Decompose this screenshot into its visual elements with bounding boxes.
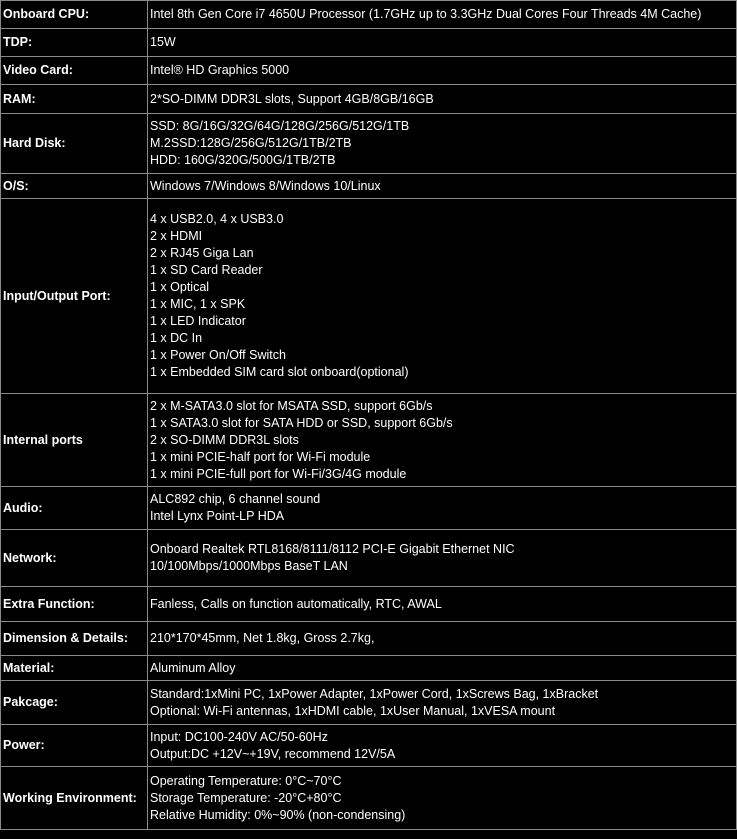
spec-line: 1 x LED Indicator [150,314,246,328]
spec-line: Standard:1xMini PC, 1xPower Adapter, 1xPower Cord, 1xScrews Bag, 1xBracket [150,686,599,701]
spec-line: 1 x mini PCIE-full port for Wi-Fi/3G/4G module [150,466,407,481]
spec-line: Optional: Wi-Fi antennas, 1xHDMI cable, 1xUser Manual, 1xVESA mount [150,703,556,718]
spec-line: Input: DC100-240V AC/50-60Hz [150,729,328,744]
spec-label: O/S: [1,174,148,199]
spec-line: Intel 8th Gen Core i7 4650U Processor (1.7GHz up to 3.3GHz Dual Cores Four Threads 4M Cache) [150,7,702,21]
spec-line: ALC892 chip, 6 channel sound [150,492,321,506]
spec-row-network [1,530,737,587]
spec-line: 1 x SD Card Reader [150,263,263,277]
spec-value [148,767,737,830]
spec-label: Extra Function: [1,587,148,622]
spec-value [148,57,737,85]
spec-line: 1 x MIC, 1 x SPK [150,297,246,311]
spec-label: TDP: [1,29,148,57]
spec-value [148,587,737,622]
spec-value [148,1,737,29]
spec-value [148,85,737,114]
spec-value [148,622,737,656]
spec-line: Storage Temperature: -20°C+80°C [150,790,342,805]
spec-line: 210*170*45mm, Net 1.8kg, Gross 2.7kg, [150,631,375,645]
spec-line: Output:DC +12V~+19V, recommend 12V/5A [150,746,396,761]
spec-line: 2*SO-DIMM DDR3L slots, Support 4GB/8GB/16GB [150,91,434,106]
spec-label: Dimension & Details: [1,622,148,656]
spec-row-dimension [1,622,737,656]
spec-line: Relative Humidity: 0%~90% (non-condensing) [150,807,406,822]
spec-label: Internal ports [1,394,148,487]
spec-line: Intel Lynx Point-LP HDA [150,509,285,523]
spec-row-internal-ports [1,394,737,487]
spec-row-cpu [1,1,737,29]
spec-label: RAM: [1,85,148,114]
spec-line: SSD: 8G/16G/32G/64G/128G/256G/512G/1TB [150,119,410,133]
spec-label: Video Card: [1,57,148,85]
spec-line: 1 x Optical [150,280,210,294]
spec-row-os [1,174,737,199]
spec-value [148,394,737,487]
spec-line: Fanless, Calls on function automatically, RTC, AWAL [150,596,442,611]
spec-line: 2 x SO-DIMM DDR3L slots [150,432,299,447]
spec-value [148,199,737,394]
spec-label: Network: [1,530,148,587]
spec-row-working-environment [1,767,737,830]
spec-line: 1 x Embedded SIM card slot onboard(optional) [150,365,409,379]
spec-row-power [1,725,737,767]
spec-table-body [1,1,737,830]
spec-label: Power: [1,725,148,767]
spec-value [148,656,737,681]
spec-label: Hard Disk: [1,114,148,174]
spec-line: 1 x mini PCIE-half port for Wi-Fi module [150,449,371,464]
spec-line: Onboard Realtek RTL8168/8111/8112 PCI-E Gigabit Ethernet NIC [150,542,515,556]
spec-row-package [1,681,737,725]
spec-row-hard-disk [1,114,737,174]
spec-value [148,725,737,767]
spec-line: 1 x SATA3.0 slot for SATA HDD or SSD, support 6Gb/s [150,415,453,430]
spec-value [148,487,737,530]
spec-label: Onboard CPU: [1,1,148,29]
spec-value [148,530,737,587]
spec-line: Intel® HD Graphics 5000 [150,63,290,77]
spec-line: Aluminum Alloy [150,660,236,675]
spec-row-material [1,656,737,681]
spec-row-audio [1,487,737,530]
spec-line: HDD: 160G/320G/500G/1TB/2TB [150,153,336,167]
spec-label: Input/Output Port: [1,199,148,394]
spec-line: 4 x USB2.0, 4 x USB3.0 [150,212,284,226]
spec-value [148,174,737,199]
spec-value [148,114,737,174]
spec-line: 1 x DC In [150,331,203,345]
spec-line: M.2SSD:128G/256G/512G/1TB/2TB [150,136,352,150]
spec-value [148,681,737,725]
spec-label: Pakcage: [1,681,148,725]
spec-line: 2 x RJ45 Giga Lan [150,246,254,260]
spec-value [148,29,737,57]
spec-line: 2 x HDMI [150,229,203,243]
spec-label: Material: [1,656,148,681]
spec-line: 15W [150,35,176,49]
spec-row-extra-function [1,587,737,622]
spec-row-video-card [1,57,737,85]
spec-line: Operating Temperature: 0°C~70°C [150,773,342,788]
spec-row-tdp [1,29,737,57]
spec-label: Audio: [1,487,148,530]
spec-row-io-ports [1,199,737,394]
spec-label: Working Environment: [1,767,148,830]
spec-line: 2 x M-SATA3.0 slot for MSATA SSD, support 6Gb/s [150,398,433,413]
spec-row-ram [1,85,737,114]
spec-line: 1 x Power On/Off Switch [150,348,286,362]
spec-line: Windows 7/Windows 8/Windows 10/Linux [150,178,381,193]
spec-line: 10/100Mbps/1000Mbps BaseT LAN [150,559,348,573]
